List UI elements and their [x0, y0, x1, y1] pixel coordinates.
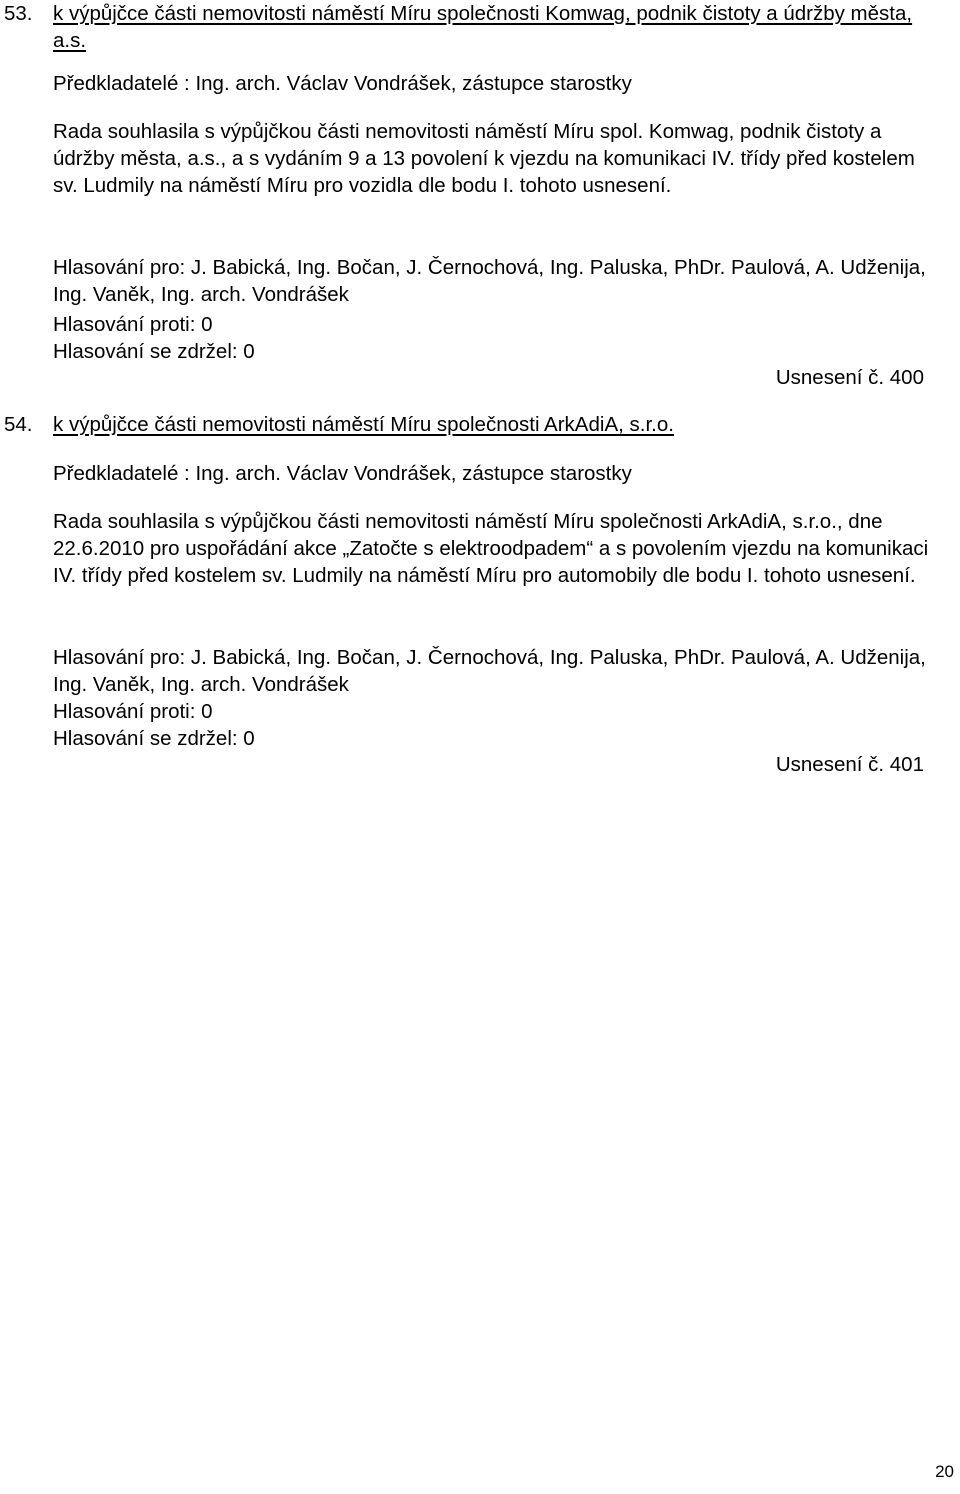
item-title: k výpůjčce části nemovitosti náměstí Míru společnosti Komwag, podnik čistoty a údržby města, a.s. — [53, 2, 913, 52]
vote-for: Hlasování pro: J. Babická, Ing. Bočan, J. Černochová, Ing. Paluska, PhDr. Paulová, A. Udženija, Ing. Vaněk, Ing. arch. Vondrášek — [53, 646, 926, 696]
page-number: 20 — [935, 1462, 954, 1481]
vote-against: Hlasování proti: 0 — [53, 700, 213, 723]
vote-for: Hlasování pro: J. Babická, Ing. Bočan, J. Černochová, Ing. Paluska, PhDr. Paulová, A. Udženija, Ing. Vaněk, Ing. arch. Vondrášek — [53, 256, 926, 306]
vote-abstain: Hlasování se zdržel: 0 — [53, 727, 255, 750]
item-body: Rada souhlasila s výpůjčkou části nemovitosti náměstí Míru spol. Komwag, podnik čistoty a údržby města, a.s., a s vydáním 9 a 13 povolení k vjezdu na komunikaci IV. třídy před kostelem sv. Ludmily na náměstí Míru pro vozidla dle bodu I. tohoto usnesení. — [53, 120, 915, 197]
item-title: k výpůjčce části nemovitosti náměstí Míru společnosti ArkAdiA, s.r.o. — [53, 413, 674, 436]
item-number: 53. — [4, 2, 33, 25]
item-number: 54. — [4, 413, 33, 436]
resolution-number: Usnesení č. 401 — [775, 753, 924, 776]
item-proposer: Předkladatelé : Ing. arch. Václav Vondrášek, zástupce starostky — [53, 462, 632, 485]
resolution-number: Usnesení č. 400 — [775, 366, 924, 389]
item-body: Rada souhlasila s výpůjčkou části nemovitosti náměstí Míru společnosti ArkAdiA, s.r.o., dne 22.6.2010 pro uspořádání akce „Zatočte s elektroodpadem“ a s povolením vjezdu na komunikaci IV. třídy před kostelem sv. Ludmily na náměstí Míru pro automobily dle bodu I. tohoto usnesení. — [53, 510, 929, 587]
vote-against: Hlasování proti: 0 — [53, 313, 213, 336]
item-proposer: Předkladatelé : Ing. arch. Václav Vondrášek, zástupce starostky — [53, 72, 632, 95]
vote-abstain: Hlasování se zdržel: 0 — [53, 340, 255, 363]
